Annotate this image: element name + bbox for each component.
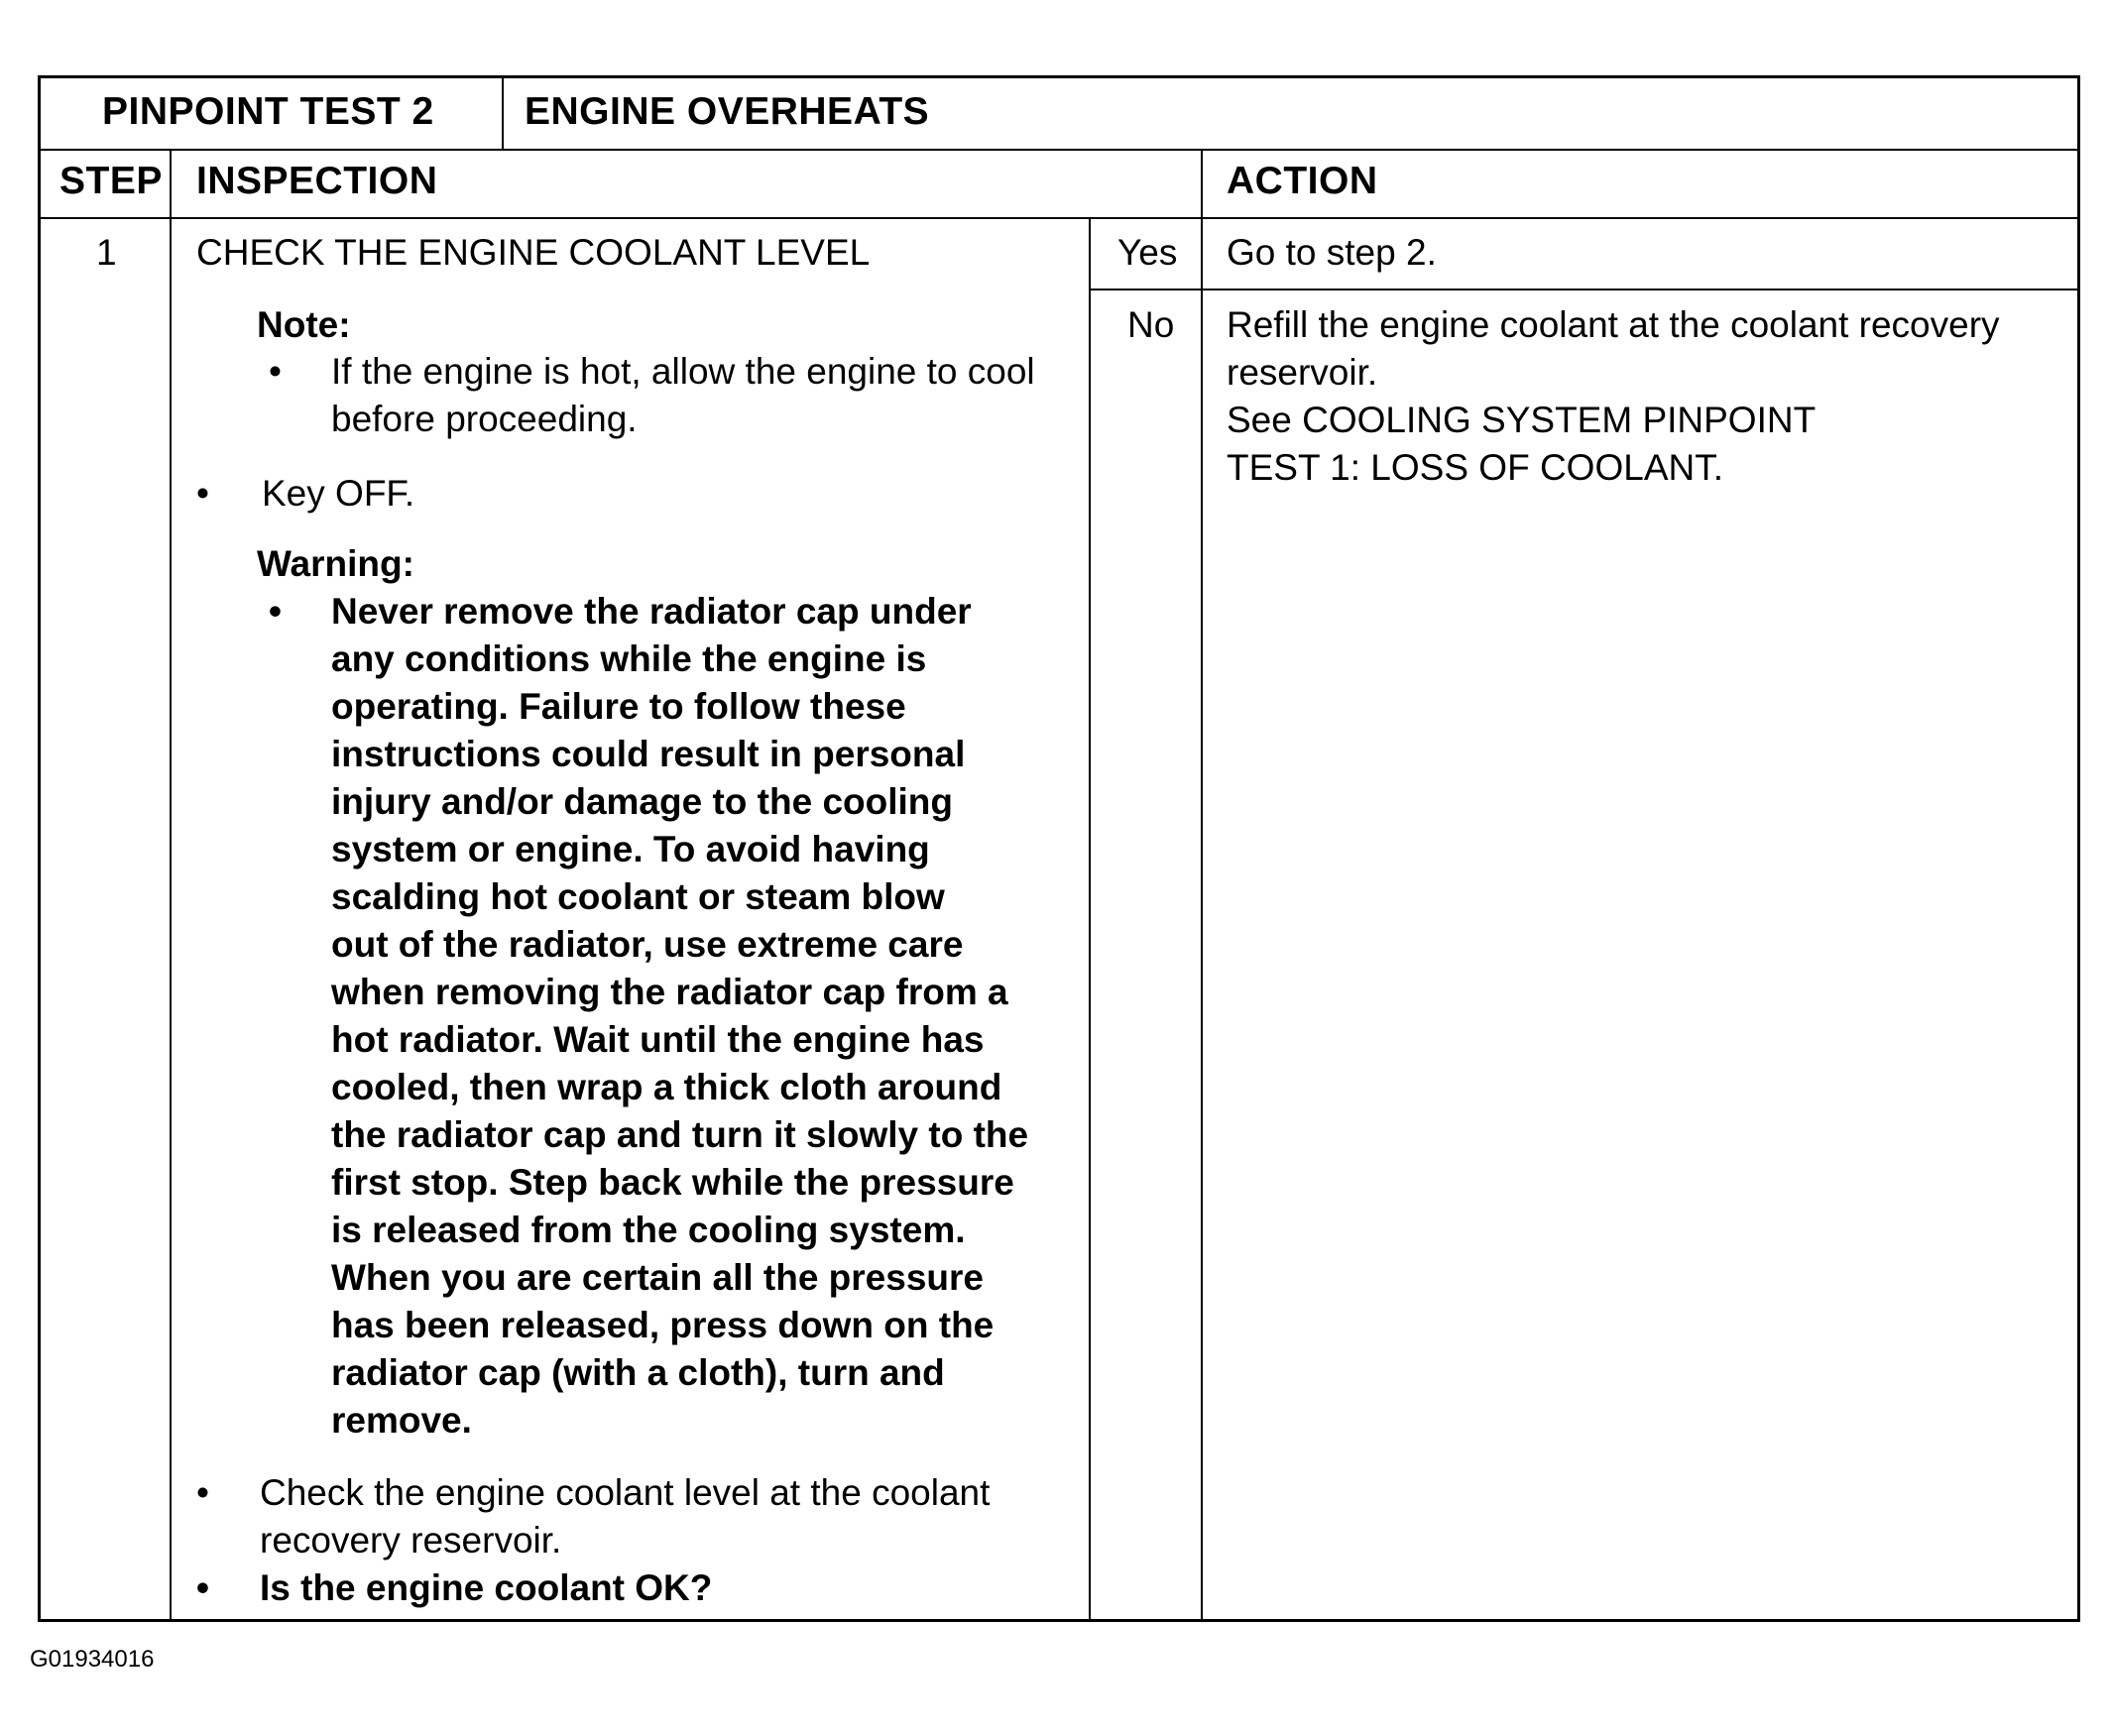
bullet: • [196,1567,209,1608]
warning-label: Warning: [257,543,414,584]
no-label: No [1127,304,1175,345]
question-text: Is the engine coolant OK? [260,1567,713,1608]
header-divider [41,149,2077,151]
test-label: PINPOINT TEST 2 [102,90,434,133]
yes-action: Go to step 2. [1227,232,1437,273]
test-title: ENGINE OVERHEATS [525,90,930,133]
column-header-step: STEP [59,160,163,202]
step-number: 1 [96,232,117,273]
column-header-action: ACTION [1227,160,1378,202]
figure-id: G01934016 [30,1646,155,1673]
no-action: Refill the engine coolant at the coolant recovery reservoir. See COOLING SYSTEM PINPOINT TEST 1: LOSS OF COOLANT. [1227,304,2000,488]
step-column-divider [170,149,172,1619]
answer-column-divider [1089,217,1091,1619]
pinpoint-test-table [38,75,2080,1622]
bullet: • [196,473,209,514]
yes-row-divider [1089,289,2077,290]
action-column-divider [1201,149,1203,1619]
title-divider [502,78,504,149]
yes-label: Yes [1117,232,1178,273]
column-header-divider [41,217,2077,219]
note-label: Note: [257,304,351,345]
column-header-inspection: INSPECTION [196,160,438,202]
bullet: • [269,351,282,392]
note-text: If the engine is hot, allow the engine to cool before proceeding. [331,351,1035,439]
warning-text: Never remove the radiator cap under any conditions while the engine is operating. Failure to follow these instructions could result in personal injury and/or damage to the cooling system or engine. To avoid having scalding hot coolant or steam blow out of the radiator, use extreme care when removing the radiator cap from a hot radiator. Wait until the engine has cooled, then wrap a thick cloth around the radiator cap and turn it slowly to the first stop. Step back while the pressure is released from the cooling system. When you are certain all the pressure has been released, press down on the radiator cap (with a cloth), turn and remove. [331,591,1029,1441]
bullet: • [196,1472,209,1513]
inspection-title: CHECK THE ENGINE COOLANT LEVEL [196,232,871,273]
key-off-text: Key OFF. [262,473,415,514]
check-text: Check the engine coolant level at the coolant recovery reservoir. [260,1472,991,1561]
bullet: • [269,591,282,632]
